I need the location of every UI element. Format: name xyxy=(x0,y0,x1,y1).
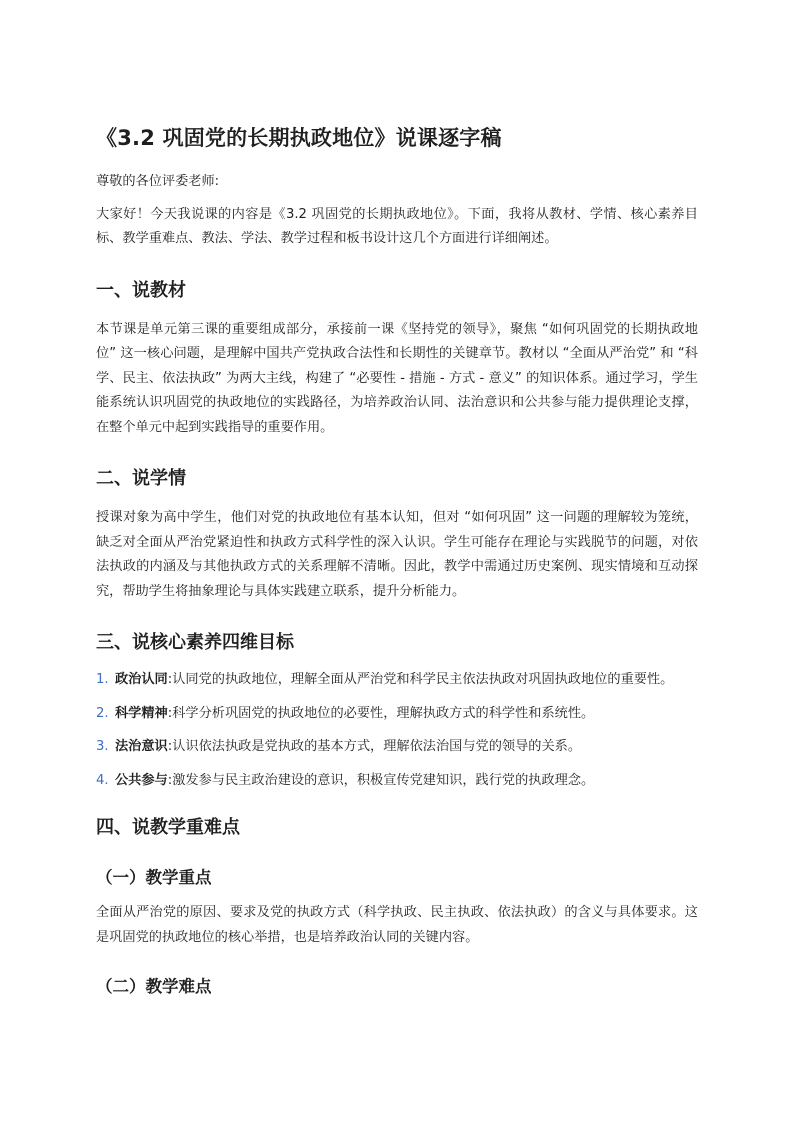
intro-paragraph: 大家好！今天我说课的内容是《3.2 巩固党的长期执政地位》。下面，我将从教材、学情、核心素养目标、教学重难点、教法、学法、教学过程和板书设计这几个方面进行详细阐述。 xyxy=(96,206,698,246)
greeting: 尊敬的各位评委老师: xyxy=(96,174,220,189)
goal-item xyxy=(96,735,698,760)
goal-item xyxy=(96,668,698,693)
document-title: 《3.2 巩固党的长期执政地位》说课逐字稿 xyxy=(96,126,502,150)
subheading-key-focus: （一）教学重点 xyxy=(96,868,212,887)
section-body-students: 授课对象为高中学生，他们对党的执政地位有基本认知，但对 “如何巩固” 这一问题的理解较为笼统，缺乏对全面从严治党紧迫性和执政方式科学性的深入认识。学生可能存在理论与实践脱节的问题，对依法执政的内涵及与其他执政方式的关系理解不清晰。因此，教学中需通过历史案例、现实情境和互动探究，帮助学生将抽象理论与具体实践建立联系，提升分析能力。 xyxy=(96,510,698,599)
goal-name: 法治意识 xyxy=(115,739,168,754)
section-heading-textbook: 一、说教材 xyxy=(96,279,186,301)
goal-number: 4. xyxy=(96,772,109,788)
goal-number: 1. xyxy=(96,672,109,687)
goal-separator: : xyxy=(167,672,173,687)
goal-name: 公共参与 xyxy=(115,772,168,788)
goal-text: 认同党的执政地位，理解全面从严治党和科学民主依法执政对巩固执政地位的重要性。 xyxy=(172,672,674,687)
goal-item xyxy=(96,702,698,727)
goal-text: 科学分析巩固党的执政地位的必要性，理解执政方式的科学性和系统性。 xyxy=(172,705,595,721)
subheading-difficulty: （二）教学难点 xyxy=(96,977,212,996)
goal-name: 政治认同 xyxy=(115,672,168,687)
section-heading-key-points: 四、说教学重难点 xyxy=(96,817,240,838)
goal-number: 2. xyxy=(96,705,109,721)
goals-list xyxy=(96,668,698,793)
section-heading-students: 二、说学情 xyxy=(96,468,186,489)
goal-item xyxy=(96,769,698,794)
goal-name: 科学精神 xyxy=(115,705,168,721)
section-body-textbook: 本节课是单元第三课的重要组成部分，承接前一课《坚持党的领导》，聚焦 “如何巩固党的长期执政地位” 这一核心问题，是理解中国共产党执政合法性和长期性的关键章节。教材以 “全面从严治党” 和 “科学、民主、依法执政” 为两大主线，构建了 “必要性 - 措施 - 方式 - 意义” 的知识体系。通过学习，学生能系统认识巩固党的执政地位的实践路径，为培养政治认同、法治意识和公共参与能力提供理论支撑，在整个单元中起到实践指导的重要作用。 xyxy=(96,321,698,435)
goal-separator: : xyxy=(167,739,173,754)
goal-number: 3. xyxy=(96,739,109,754)
section-heading-goals: 三、说核心素养四维目标 xyxy=(96,632,294,653)
subbody-key-focus: 全面从严治党的原因、要求及党的执政方式（科学执政、民主执政、依法执政）的含义与具体要求。这是巩固党的执政地位的核心举措，也是培养政治认同的关键内容。 xyxy=(96,905,698,945)
goal-separator: : xyxy=(167,772,173,788)
goal-separator: : xyxy=(167,705,173,721)
goal-text: 认识依法执政是党执政的基本方式，理解依法治国与党的领导的关系。 xyxy=(172,739,582,754)
goal-text: 激发参与民主政治建设的意识，积极宣传党建知识，践行党的执政理念。 xyxy=(172,772,595,788)
document-page xyxy=(96,118,698,1002)
